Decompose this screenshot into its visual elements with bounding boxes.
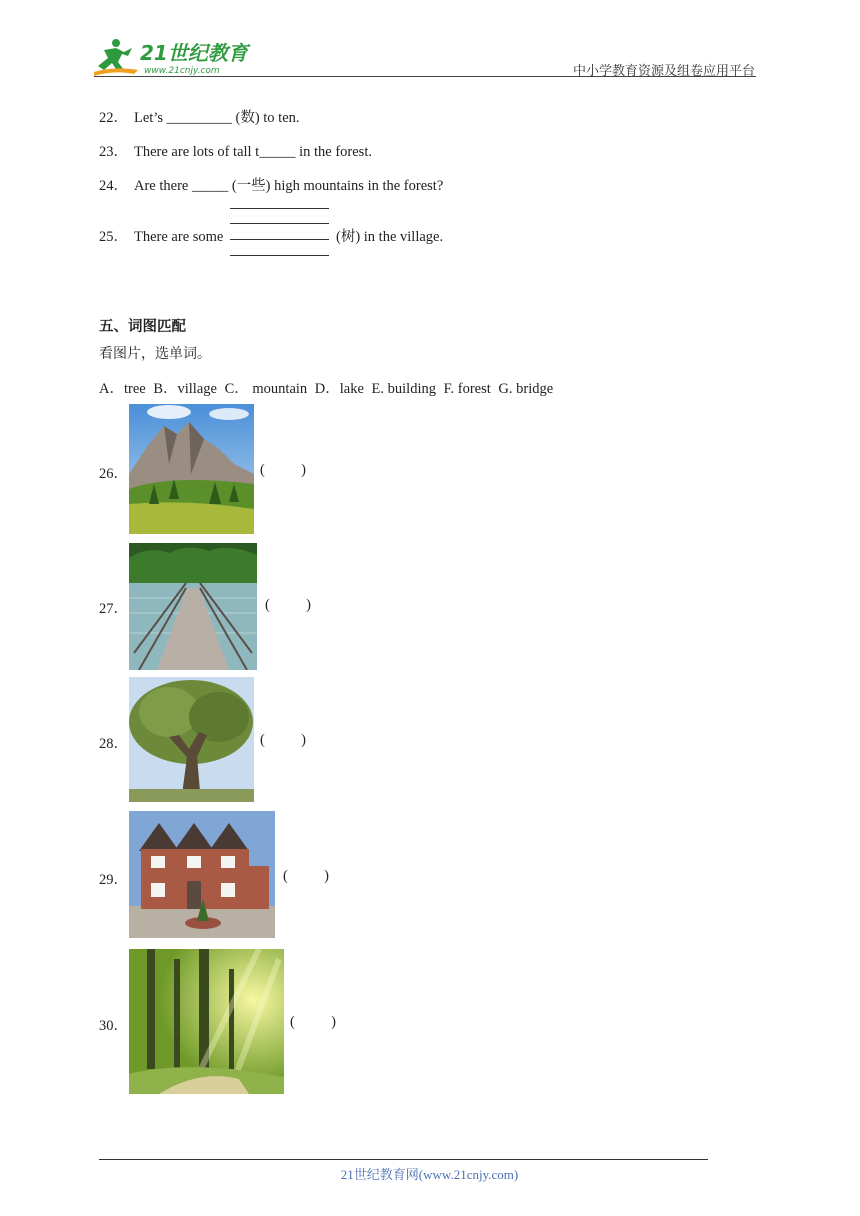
logo-url: www.21cnjy.com: [144, 66, 220, 76]
word-options: [99, 377, 557, 398]
tree-picture: [129, 677, 254, 802]
option-a: A．tree: [99, 381, 146, 397]
answer-paren-27[interactable]: ( ): [265, 597, 311, 613]
answer-paren-26[interactable]: ( ): [260, 462, 306, 478]
header-platform-text: 中小学教育资源及组卷应用平台: [572, 64, 755, 79]
answer-paren-29[interactable]: ( ): [283, 868, 329, 884]
footer-link[interactable]: 21世纪教育网(www.21cnjy.com): [340, 1167, 519, 1182]
answer-blank[interactable]: _____: [259, 144, 296, 160]
question-24: 24． Are there _____ (一些) high mountains in the forest?: [99, 178, 444, 194]
building-picture: [129, 811, 275, 938]
question-23: 23． There are lots of tall t_____ in the forest.: [99, 144, 372, 160]
answer-line-middle: [230, 223, 329, 224]
question-29-number: 29．: [99, 872, 128, 888]
site-logo: [94, 36, 264, 78]
question-25-tail: (树) in the village.: [336, 229, 444, 245]
option-f: F. forest: [443, 381, 491, 397]
mountain-picture: [129, 404, 254, 534]
section-instruction: 看图片，选单词。: [99, 346, 211, 362]
answer-line-extra: [230, 255, 329, 256]
forest-picture: [129, 949, 284, 1094]
option-d: D．lake: [314, 381, 364, 397]
question-27-number: 27．: [99, 601, 128, 617]
question-25: 25． There are some: [99, 229, 224, 245]
bridge-picture: [129, 543, 257, 670]
answer-line-top: [230, 208, 329, 209]
logo-text: 21世纪教育: [140, 41, 248, 65]
footer-divider: [99, 1159, 708, 1160]
question-22: 22． Let’s _________ (数) to ten.: [99, 110, 300, 126]
answer-blank[interactable]: _________: [166, 110, 232, 126]
answer-paren-28[interactable]: ( ): [260, 732, 306, 748]
option-g: G. bridge: [498, 381, 554, 397]
answer-blank[interactable]: _____: [191, 178, 229, 194]
answer-paren-30[interactable]: ( ): [290, 1014, 336, 1030]
option-c: C． mountain: [224, 381, 308, 397]
option-e: E. building: [371, 381, 436, 397]
answer-line-bottom[interactable]: [230, 239, 329, 240]
question-30-number: 30．: [99, 1018, 128, 1034]
question-28-number: 28．: [99, 736, 128, 752]
section-title: 五、词图匹配: [99, 319, 186, 335]
option-b: B．village: [153, 381, 217, 397]
header-divider: [94, 76, 756, 77]
question-26-number: 26．: [99, 466, 128, 482]
